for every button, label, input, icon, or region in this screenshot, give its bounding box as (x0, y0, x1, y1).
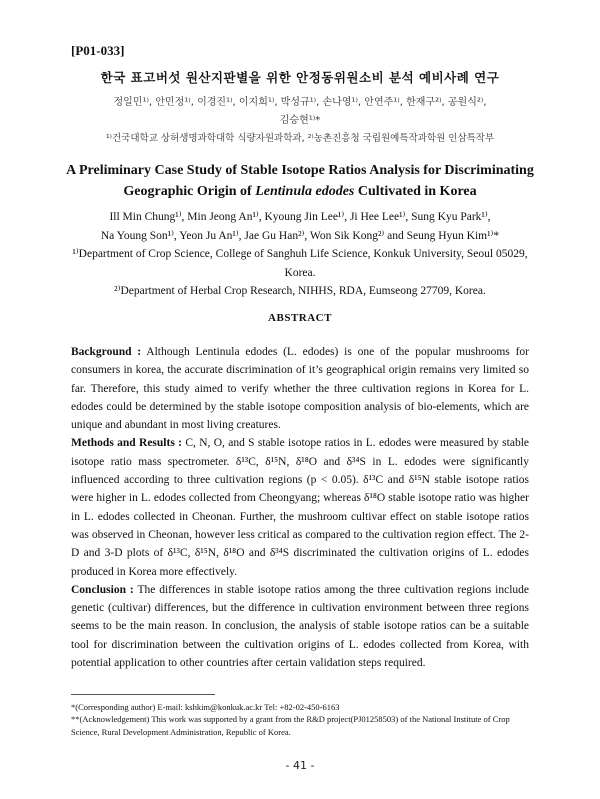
methods-text: C, N, O, and S stable isotope ratios in L. edodes were measured by stable isotope ratio mass spectrometer. δ¹³C, δ¹⁵N, δ¹⁸O and δ³⁴S in L. edodes were significantly influenced according to three cultivation regions (p < 0.05). δ¹³C and δ¹⁵N stable isotope ratios were higher in L. edodes collected from Cheongyang; whereas δ¹⁸O stable isotope ratio was higher in L. edodes collected in Cheonan. Further, the mushroom cultivar effect on stable isotope ratios was observed in Cheonan, however less critical as compared to the cultivation region effect. The 2-D and 3-D plots of δ¹³C, δ¹⁵N, δ¹⁸O and δ³⁴S discriminated the cultivation origins of L. edodes produced in Korea more effectively. (71, 437, 529, 578)
conclusion-label: Conclusion : (71, 583, 134, 596)
conclusion-text: The differences in stable isotope ratios among the three cultivation regions include genetic (cultivar) differences, but the difference in cultivation environment between three regions seems to be the main reason. In conclusion, the analysis of stable isotope ratios can be a suitable tool for discrimination between the cultivation origins of L. edodes collected from Korea, with potential application to other countries after certain validation steps required. (71, 583, 530, 670)
korean-authors-line1: 정일민¹⁾, 안민정¹⁾, 이경진¹⁾, 이지희¹⁾, 박성규¹⁾, 손나영¹⁾, 안연주¹⁾, 한재구²⁾, 공원식²⁾, (113, 97, 487, 108)
english-title-species: Lentinula edodes (255, 184, 355, 199)
background-label: Background : (71, 346, 142, 358)
paper-id: [P01-033] (71, 43, 125, 58)
abstract-body (71, 343, 529, 672)
korean-affiliation: ¹⁾건국대학교 상허생명과학대학 식량자원과학과, ²⁾농촌진흥청 국립원예특작과학원 인삼특작부 (105, 133, 495, 144)
abstract-heading: ABSTRACT (268, 312, 332, 324)
korean-title: 한국 표고버섯 원산지판별을 위한 안정동위원소비 분석 예비사례 연구 (100, 70, 500, 85)
methods-paragraph (71, 434, 529, 580)
english-title-part2: Cultivated in Korea (354, 184, 477, 199)
korean-authors (60, 94, 540, 130)
background-paragraph (71, 343, 529, 434)
footnote-acknowledgement: **(Acknowledgement) This work was supported by a grant from the R&D project(PJ01258503) of the National Institute of Crop Science, Rural Development Administration, Republic of Korea. (71, 714, 510, 737)
affiliation-2: ²⁾Department of Herbal Crop Research, NIHHS, RDA, Eumseong 27709, Korea. (114, 285, 486, 297)
english-title-part1: A Preliminary Case Study of Stable Isotope Ratios Analysis for Discriminating Geographic Origin of (66, 163, 534, 199)
english-authors-line2: Na Young Son¹⁾, Yeon Ju An¹⁾, Jae Gu Han²⁾, Won Sik Kong²⁾ and Seung Hyun Kim¹⁾* (100, 229, 500, 242)
english-authors-line1: Ill Min Chung¹⁾, Min Jeong An¹⁾, Kyoung Jin Lee¹⁾, Ji Hee Lee¹⁾, Sung Kyu Park¹⁾, (109, 211, 491, 223)
conclusion-paragraph (71, 581, 529, 672)
background-text: Although Lentinula edodes (L. edodes) is one of the popular mushrooms for consumers in korea, the accurate discrimination of it’s geographical origin remains very limited so far. Therefore, this study aimed to verify whether the three cultivation regions in Korea for L. edodes could be determined by the stable isotope composition analysis of bio-elements, which are unique and abundant in most living creatures. (71, 346, 529, 432)
korean-authors-line2: 김승현¹⁾* (279, 115, 321, 126)
page-number: - 41 - (285, 759, 315, 772)
methods-label: Methods and Results : (71, 437, 182, 450)
footnote-divider (71, 694, 215, 695)
footnote-corresponding: *(Corresponding author) E-mail: kshkim@konkuk.ac.kr Tel: +82-02-450-6163 (71, 702, 340, 712)
affiliation-1: ¹⁾Department of Crop Science, College of Sanghuh Life Science, Konkuk University, Seoul 05029, Korea. (72, 248, 528, 279)
english-title (60, 160, 540, 202)
english-authors (60, 208, 540, 301)
